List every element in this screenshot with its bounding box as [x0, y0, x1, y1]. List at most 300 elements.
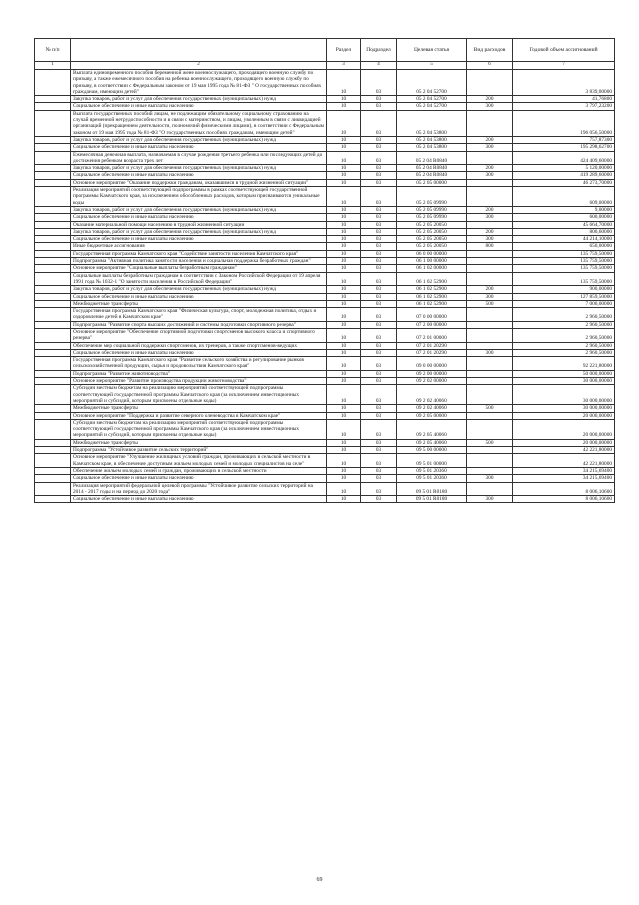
cell-section: 10 — [327, 482, 361, 496]
table-header-row — [35, 39, 615, 62]
cell-target-article: 07 2 01 20290 — [397, 342, 467, 349]
cell-name: Основное мероприятие "Улучшение жилищных условий граждан, проживающих в сельской местности в Камчатском крае, в обеспечение доступным жильем молодых семей и молодых специалистов на селе" — [71, 454, 327, 468]
cell-expense-type: 300 — [467, 475, 513, 482]
cell-number — [35, 70, 71, 96]
table-row — [35, 151, 615, 165]
table-row — [35, 412, 615, 419]
cell-target-article: 07 2 00 00000 — [397, 321, 467, 328]
cell-subsection: 03 — [361, 467, 397, 474]
cell-subsection: 03 — [361, 496, 397, 503]
cell-target-article: 05 2 04 53800 — [397, 136, 467, 143]
cell-target-article: 09 5 01 R0180 — [397, 482, 467, 496]
table-row — [35, 454, 615, 468]
table-row — [35, 187, 615, 207]
cell-target-article: 06 1 02 52900 — [397, 286, 467, 293]
cell-target-article: 06 1 02 52900 — [397, 272, 467, 286]
cell-amount: 135 759,50000 — [513, 258, 615, 265]
table-row — [35, 228, 615, 235]
cell-expense-type — [467, 454, 513, 468]
cell-amount: 44 214,10000 — [513, 236, 615, 243]
cell-subsection: 03 — [361, 439, 397, 446]
cell-number — [35, 179, 71, 186]
cell-number — [35, 103, 71, 110]
cell-amount: 30 000,00000 — [513, 378, 615, 385]
cell-number — [35, 293, 71, 300]
cell-subsection: 03 — [361, 378, 397, 385]
cell-amount: 42 221,80000 — [513, 454, 615, 468]
cell-section: 10 — [327, 228, 361, 235]
cell-expense-type: 300 — [467, 103, 513, 110]
cell-expense-type — [467, 385, 513, 405]
cell-amount: 45 664,70000 — [513, 221, 615, 228]
cell-name: Социальное обеспечение и иные выплаты населению — [71, 214, 327, 221]
cell-expense-type: 200 — [467, 136, 513, 143]
cell-target-article: 05 2 05 20050 — [397, 228, 467, 235]
cell-name: Основное мероприятие "Развитие производства продукции животноводства" — [71, 378, 327, 385]
cell-name: Социальное обеспечение и иные выплаты населению — [71, 475, 327, 482]
cell-name: Закупка товаров, работ и услуг для обеспечения государственных (муниципальных) нужд — [71, 228, 327, 235]
table-row — [35, 321, 615, 328]
cell-number — [35, 454, 71, 468]
cell-number — [35, 342, 71, 349]
cell-target-article: 05 2 04 52700 — [397, 96, 467, 103]
cell-name: Выплата единовременного пособия беременной жене военнослужащего, проходящего военную службу по призыву, а также ежемесячного пособия на ребенка военнослужащего, проходящего военную службу по призыву, в соответствии с Федеральным законом от 19 мая 1995 года № 81-ФЗ " О государственных пособиях гражданам, имеющим детей" — [71, 70, 327, 96]
cell-name: Социальное обеспечение и иные выплаты населению — [71, 496, 327, 503]
table-row — [35, 165, 615, 172]
cell-subsection: 03 — [361, 321, 397, 328]
cell-target-article: 05 2 05 09990 — [397, 214, 467, 221]
header-number: № п/п — [35, 39, 71, 62]
cell-expense-type: 300 — [467, 236, 513, 243]
cell-name: Выплата государственных пособий лицам, не подлежащим обязательному социальному страхованию на случай временной нетрудоспособности и в связи с материнством, и лицам, уволенным в связи с ликвидацией организаций (прекращением деятельности, полномочий физическими лицами), в соответствии с Федеральным законом от 19 мая 1995 года № 81-ФЗ "О государственных пособиях гражданам, имеющим детей" — [71, 110, 327, 136]
cell-expense-type: 300 — [467, 496, 513, 503]
cell-target-article: 09 2 05 00000 — [397, 412, 467, 419]
cell-number — [35, 144, 71, 151]
cell-number — [35, 496, 71, 503]
table-row — [35, 179, 615, 186]
table-row — [35, 214, 615, 221]
cell-section: 10 — [327, 236, 361, 243]
cell-target-article: 05 2 05 20050 — [397, 243, 467, 250]
cell-name: Социальное обеспечение и иные выплаты населению — [71, 236, 327, 243]
column-number: 6 — [467, 62, 513, 70]
cell-subsection: 03 — [361, 144, 397, 151]
cell-expense-type — [467, 321, 513, 328]
cell-target-article: 05 2 05 20050 — [397, 236, 467, 243]
cell-subsection: 03 — [361, 236, 397, 243]
cell-expense-type: 300 — [467, 293, 513, 300]
cell-number — [35, 405, 71, 412]
cell-subsection: 03 — [361, 172, 397, 179]
cell-name: Основное мероприятие "Поддержка и развитие северного оленеводства в Камчатском крае" — [71, 412, 327, 419]
table-row — [35, 370, 615, 377]
cell-number — [35, 286, 71, 293]
cell-subsection: 03 — [361, 221, 397, 228]
cell-subsection: 03 — [361, 370, 397, 377]
cell-section: 10 — [327, 454, 361, 468]
cell-section: 10 — [327, 206, 361, 213]
cell-section: 10 — [327, 467, 361, 474]
cell-expense-type: 300 — [467, 172, 513, 179]
header-section: Раздел — [327, 39, 361, 62]
cell-section: 10 — [327, 321, 361, 328]
table-row — [35, 342, 615, 349]
cell-subsection: 03 — [361, 187, 397, 207]
cell-target-article: 09 2 00 00000 — [397, 370, 467, 377]
cell-target-article: 09 2 05 40060 — [397, 439, 467, 446]
cell-amount: 34 215,69400 — [513, 467, 615, 474]
table-row — [35, 496, 615, 503]
cell-name: Основное мероприятие "Социальные выплаты безработным гражданам" — [71, 265, 327, 272]
cell-amount: 127 859,50000 — [513, 293, 615, 300]
cell-expense-type — [467, 342, 513, 349]
cell-amount: 757,87300 — [513, 136, 615, 143]
cell-amount: 34 215,69400 — [513, 475, 615, 482]
cell-target-article: 09 0 00 00000 — [397, 357, 467, 371]
cell-expense-type: 300 — [467, 214, 513, 221]
cell-name: Государственная программа Камчатского края "Содействие занятости населения Камчатского края" — [71, 250, 327, 257]
cell-section: 10 — [327, 243, 361, 250]
cell-section: 10 — [327, 136, 361, 143]
table-row — [35, 308, 615, 322]
cell-expense-type: 300 — [467, 349, 513, 356]
cell-number — [35, 206, 71, 213]
cell-number — [35, 321, 71, 328]
cell-subsection: 03 — [361, 300, 397, 307]
cell-name: Социальное обеспечение и иные выплаты населению — [71, 293, 327, 300]
cell-target-article: 05 2 04 R0840 — [397, 172, 467, 179]
cell-subsection: 03 — [361, 96, 397, 103]
cell-section: 10 — [327, 144, 361, 151]
table-row — [35, 300, 615, 307]
cell-expense-type: 500 — [467, 405, 513, 412]
table-body — [35, 70, 615, 503]
cell-amount: 2 960,50000 — [513, 342, 615, 349]
cell-name: Социальное обеспечение и иные выплаты населению — [71, 172, 327, 179]
cell-target-article: 05 2 04 52700 — [397, 103, 467, 110]
cell-number — [35, 258, 71, 265]
cell-subsection: 03 — [361, 103, 397, 110]
page-number: 69 — [316, 877, 323, 883]
cell-number — [35, 221, 71, 228]
cell-section: 10 — [327, 214, 361, 221]
cell-target-article: 06 1 02 52900 — [397, 293, 467, 300]
table-row — [35, 206, 615, 213]
cell-section: 10 — [327, 96, 361, 103]
cell-target-article: 09 5 01 20360 — [397, 475, 467, 482]
cell-target-article: 05 2 04 53800 — [397, 144, 467, 151]
cell-section: 10 — [327, 221, 361, 228]
cell-number — [35, 357, 71, 371]
cell-section: 10 — [327, 357, 361, 371]
column-number: 4 — [361, 62, 397, 70]
cell-subsection: 03 — [361, 405, 397, 412]
cell-amount: 46 273,70000 — [513, 179, 615, 186]
table-row — [35, 286, 615, 293]
cell-target-article: 07 2 01 00000 — [397, 328, 467, 342]
cell-name: Социальное обеспечение и иные выплаты населению — [71, 349, 327, 356]
cell-amount: 20 000,00000 — [513, 439, 615, 446]
cell-number — [35, 272, 71, 286]
cell-name: Межбюджетные трансферты — [71, 405, 327, 412]
cell-expense-type: 500 — [467, 300, 513, 307]
cell-amount: 8 006,10600 — [513, 496, 615, 503]
cell-section: 10 — [327, 103, 361, 110]
table-row — [35, 419, 615, 439]
cell-section: 10 — [327, 370, 361, 377]
cell-section: 10 — [327, 179, 361, 186]
cell-subsection: 03 — [361, 482, 397, 496]
column-number: 5 — [397, 62, 467, 70]
cell-name: Реализация мероприятий федеральной целевой программы "Устойчивое развитие сельских территорий на 2014 - 2017 годы и на период до 2020 года" — [71, 482, 327, 496]
table-row — [35, 236, 615, 243]
cell-target-article: 09 5 01 R0180 — [397, 496, 467, 503]
table-row — [35, 221, 615, 228]
cell-section: 10 — [327, 308, 361, 322]
cell-number — [35, 250, 71, 257]
cell-subsection: 03 — [361, 165, 397, 172]
cell-number — [35, 378, 71, 385]
cell-subsection: 03 — [361, 412, 397, 419]
cell-subsection: 03 — [361, 293, 397, 300]
cell-subsection: 03 — [361, 475, 397, 482]
column-number: 2 — [71, 62, 327, 70]
cell-amount: 92 221,80000 — [513, 357, 615, 371]
cell-section: 10 — [327, 385, 361, 405]
cell-section: 10 — [327, 439, 361, 446]
cell-name: Иные бюджетные ассигнования — [71, 243, 327, 250]
cell-expense-type — [467, 258, 513, 265]
cell-expense-type — [467, 151, 513, 165]
cell-name: Межбюджетные трансферты — [71, 439, 327, 446]
cell-section: 10 — [327, 250, 361, 257]
cell-name: Закупка товаров, работ и услуг для обеспечения государственных (муниципальных) нужд — [71, 136, 327, 143]
cell-name: Обеспечение мер социальной поддержки спортсменов, их тренеров, а также спортсменов-ведущих — [71, 342, 327, 349]
table-row — [35, 405, 615, 412]
header-subsection: Подраздел — [361, 39, 397, 62]
cell-amount: 2 960,50000 — [513, 308, 615, 322]
cell-target-article: 09 5 01 00000 — [397, 454, 467, 468]
table-row — [35, 439, 615, 446]
table-row — [35, 272, 615, 286]
cell-section: 10 — [327, 265, 361, 272]
cell-name: Субсидии местным бюджетам на реализацию мероприятий соответствующей подпрограммы соответствующей государственной программы Камчатского края (за исключением инвестиционных мероприятий и субсидий, которым присвоены отдельные коды) — [71, 385, 327, 405]
cell-target-article: 09 2 02 40060 — [397, 385, 467, 405]
cell-section: 10 — [327, 349, 361, 356]
cell-section: 10 — [327, 300, 361, 307]
cell-section: 10 — [327, 70, 361, 96]
cell-target-article: 05 2 04 53800 — [397, 110, 467, 136]
cell-expense-type — [467, 378, 513, 385]
cell-name: Социальное обеспечение и иные выплаты населению — [71, 103, 327, 110]
cell-subsection: 03 — [361, 136, 397, 143]
cell-expense-type: 200 — [467, 96, 513, 103]
budget-table-sheet — [34, 38, 614, 503]
table-row — [35, 482, 615, 496]
cell-section: 10 — [327, 151, 361, 165]
header-target-article: Целевая статья — [397, 39, 467, 62]
cell-expense-type — [467, 265, 513, 272]
cell-target-article: 09 2 02 40060 — [397, 405, 467, 412]
cell-subsection: 03 — [361, 70, 397, 96]
cell-subsection: 03 — [361, 328, 397, 342]
cell-subsection: 03 — [361, 250, 397, 257]
cell-number — [35, 385, 71, 405]
cell-expense-type — [467, 187, 513, 207]
cell-subsection: 03 — [361, 228, 397, 235]
cell-section: 10 — [327, 293, 361, 300]
cell-amount: 135 759,50000 — [513, 265, 615, 272]
cell-number — [35, 419, 71, 439]
cell-section: 10 — [327, 496, 361, 503]
cell-number — [35, 214, 71, 221]
cell-number — [35, 110, 71, 136]
table-row — [35, 385, 615, 405]
cell-name: Подпрограмма "Развитие животноводства" — [71, 370, 327, 377]
cell-number — [35, 370, 71, 377]
cell-expense-type — [467, 328, 513, 342]
table-row — [35, 447, 615, 454]
cell-amount: 135 759,50000 — [513, 250, 615, 257]
cell-amount: 800,60000 — [513, 228, 615, 235]
cell-expense-type: 200 — [467, 165, 513, 172]
cell-section: 10 — [327, 286, 361, 293]
cell-target-article: 09 2 05 40060 — [397, 419, 467, 439]
cell-name: Государственная программа Камчатского края "Физическая культура, спорт, молодежная политика, отдых и оздоровление детей в Камчатском крае" — [71, 308, 327, 322]
cell-expense-type — [467, 110, 513, 136]
table-row — [35, 349, 615, 356]
cell-subsection: 03 — [361, 258, 397, 265]
cell-number — [35, 228, 71, 235]
cell-amount: 196 056,50000 — [513, 110, 615, 136]
cell-target-article: 09 5 01 20360 — [397, 467, 467, 474]
cell-expense-type: 300 — [467, 144, 513, 151]
cell-name: Государственная программа Камчатского края "Развитие сельского хозяйства и регулирование рынков сельскохозяйственной продукции, сырья и продовольствия Камчатского края" — [71, 357, 327, 371]
cell-subsection: 03 — [361, 286, 397, 293]
cell-amount: 20 000,00000 — [513, 419, 615, 439]
cell-subsection: 03 — [361, 110, 397, 136]
cell-name: Реализация мероприятий соответствующей подпрограммы в рамках соответствующей государственной программы Камчатского края, за исключением обособленных расходов, которым присваиваются уникальные коды — [71, 187, 327, 207]
cell-number — [35, 447, 71, 454]
table-row — [35, 378, 615, 385]
cell-subsection: 03 — [361, 342, 397, 349]
cell-subsection: 03 — [361, 265, 397, 272]
cell-number — [35, 328, 71, 342]
cell-name: Ежемесячная денежная выплата, назначаемая в случае рождения третьего ребенка или последующих детей до достижения ребенком возраста трех лет — [71, 151, 327, 165]
cell-name: Социальное обеспечение и иные выплаты населению — [71, 144, 327, 151]
cell-amount: 3 797,23200 — [513, 103, 615, 110]
cell-number — [35, 96, 71, 103]
cell-expense-type — [467, 357, 513, 371]
cell-section: 10 — [327, 378, 361, 385]
cell-number — [35, 172, 71, 179]
header-expense-type: Вид расходов — [467, 39, 513, 62]
cell-expense-type — [467, 370, 513, 377]
cell-name: Закупка товаров, работ и услуг для обеспечения государственных (муниципальных) нужд — [71, 165, 327, 172]
cell-expense-type — [467, 419, 513, 439]
cell-amount: 424 409,60000 — [513, 151, 615, 165]
cell-number — [35, 475, 71, 482]
cell-expense-type — [467, 179, 513, 186]
cell-section: 10 — [327, 172, 361, 179]
cell-subsection: 03 — [361, 179, 397, 186]
cell-subsection: 03 — [361, 357, 397, 371]
table-row — [35, 258, 615, 265]
cell-target-article: 06 1 02 00000 — [397, 265, 467, 272]
table-row — [35, 136, 615, 143]
cell-target-article: 06 0 00 00000 — [397, 250, 467, 257]
cell-expense-type: 500 — [467, 439, 513, 446]
cell-amount: 50 000,00000 — [513, 370, 615, 377]
table-row — [35, 475, 615, 482]
cell-number — [35, 439, 71, 446]
cell-expense-type — [467, 467, 513, 474]
cell-subsection: 03 — [361, 243, 397, 250]
cell-section: 10 — [327, 405, 361, 412]
cell-section: 10 — [327, 272, 361, 286]
cell-target-article: 05 2 05 09990 — [397, 206, 467, 213]
cell-amount: 900,00000 — [513, 286, 615, 293]
cell-number — [35, 243, 71, 250]
cell-expense-type — [467, 272, 513, 286]
cell-expense-type — [467, 482, 513, 496]
cell-expense-type — [467, 447, 513, 454]
header-annual-amount: Годовой объем ассигнований — [513, 39, 615, 62]
cell-expense-type — [467, 412, 513, 419]
table-row — [35, 250, 615, 257]
cell-amount: 419 289,60000 — [513, 172, 615, 179]
table-row — [35, 172, 615, 179]
cell-amount: 9,00000 — [513, 206, 615, 213]
cell-amount: 195 298,62700 — [513, 144, 615, 151]
cell-target-article: 09 2 02 00000 — [397, 378, 467, 385]
cell-number — [35, 187, 71, 207]
cell-section: 10 — [327, 110, 361, 136]
cell-subsection: 03 — [361, 272, 397, 286]
table-row — [35, 70, 615, 96]
cell-target-article: 09 5 00 00000 — [397, 447, 467, 454]
cell-subsection: 03 — [361, 454, 397, 468]
table-row — [35, 357, 615, 371]
cell-amount: 2 960,50000 — [513, 349, 615, 356]
table-row — [35, 467, 615, 474]
cell-section: 10 — [327, 419, 361, 439]
cell-name: Закупка товаров, работ и услуг для обеспечения государственных (муниципальных) нужд — [71, 96, 327, 103]
cell-amount: 41,76800 — [513, 96, 615, 103]
cell-target-article: 06 1 00 00000 — [397, 258, 467, 265]
cell-amount: 8 006,10600 — [513, 482, 615, 496]
cell-target-article: 05 2 04 52700 — [397, 70, 467, 96]
cell-target-article: 05 2 05 09990 — [397, 187, 467, 207]
cell-name: Подпрограмма "Развитие спорта высших достижений и системы подготовки спортивного резерва" — [71, 321, 327, 328]
table-row — [35, 243, 615, 250]
cell-target-article: 07 0 00 00000 — [397, 308, 467, 322]
table-row — [35, 103, 615, 110]
cell-name: Обеспечение жильем молодых семей и граждан, проживающих в сельской местности — [71, 467, 327, 474]
table-row — [35, 110, 615, 136]
cell-name: Закупка товаров, работ и услуг для обеспечения государственных (муниципальных) нужд — [71, 286, 327, 293]
cell-section: 10 — [327, 187, 361, 207]
cell-amount: 600,00000 — [513, 214, 615, 221]
cell-amount: 2 960,50000 — [513, 321, 615, 328]
cell-target-article: 05 2 05 00000 — [397, 179, 467, 186]
cell-name: Основное мероприятие "Обеспечение спортивной подготовки спортсменов высокого класса и спортивного резерва" — [71, 328, 327, 342]
cell-section: 10 — [327, 447, 361, 454]
cell-name: Подпрограмма "Устойчивое развитие сельских территорий" — [71, 447, 327, 454]
cell-amount: 7 000,00000 — [513, 300, 615, 307]
cell-number — [35, 265, 71, 272]
table-row — [35, 265, 615, 272]
